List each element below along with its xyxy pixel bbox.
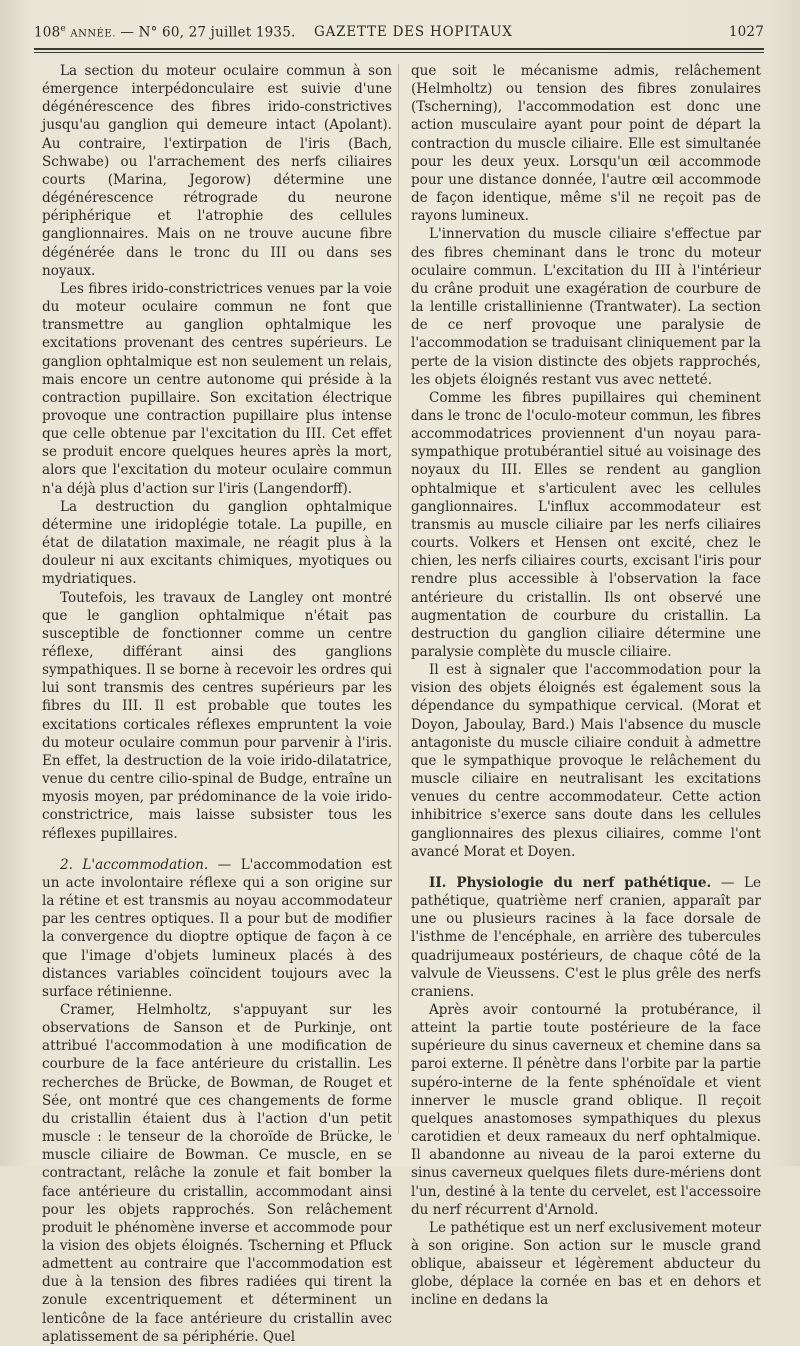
issue-info: 108e ANNÉE. — N° 60, 27 juillet 1935. [34,24,296,41]
paragraph: La destruction du ganglion ophtalmique détermine une iridoplégie totale. La pupille, en état de dilatation maximale, ne réagit plus à la douleur ni aux excitants chimiques, myotiques ou mydriatiques. [42,498,392,588]
journal-title: GAZETTE DES HOPITAUX [314,24,513,40]
paragraph: que soit le mécanisme admis, relâchement (Helmholtz) ou tension des fibres zonulaires (Tscherning), l'accommodation est donc une action musculaire ayant pour point de départ la contraction du muscle ciliaire. Elle est simultanée pour les deux yeux. Lorsqu'un œil accommode pour une distance donnée, l'autre œil accommode de façon identique, même s'il ne reçoit pas de rayons lumineux. [411,63,761,225]
section-heading: 2. L'accommodation. [60,856,209,873]
page-number: 1027 [728,24,764,40]
right-column [411,62,761,1310]
left-column [42,62,392,1346]
paragraph: Après avoir contourné la protubérance, il atteint la partie toute postérieure de la face supérieure du sinus caverneux et chemine dans sa paroi externe. Il pénètre dans l'orbite par la partie supéro-interne de la fente sphénoïdale et vient innerver le muscle grand oblique. Il reçoit quelques anastomoses sympathiques du plexus carotidien et deux rameaux du nerf ophtalmique. Il abandonne au niveau de la paroi externe du sinus caverneux quelques filets dure-mériens dont l'un, destiné à la tente du cervelet, est l'accessoire du nerf récurrent d'Arnold. [411,1001,761,1218]
paragraph: Les fibres irido-constrictrices venues par la voie du moteur oculaire commun ne font que transmettre au ganglion ophtalmique les excitations provenant des centres supérieurs. Le ganglion ophtalmique est non seulement un relais, mais encore un centre autonome qui préside à la contraction pupillaire. Son excitation électrique provoque une contraction pupillaire plus intense que celle obtenue par l'excitation du III. Cet effet se produit encore quelques heures après la mort, alors que l'excitation du moteur oculaire commun n'a déjà plus d'action sur l'iris (Langendorff). [42,280,392,497]
header-rule-thin [34,52,764,53]
running-header [34,24,764,46]
paragraph: L'innervation du muscle ciliaire s'effectue par des fibres cheminant dans le tronc du moteur oculaire commun. L'excitation du III à l'intérieur du crâne produit une exagération de courbure de la lentille cristallinienne (Trantwater). La section de ce nerf provoque une paralysie de l'accommodation se traduisant cliniquement par la perte de la vision distincte des objets rapprochés, les objets éloignés restant vus avec netteté. [411,226,761,388]
paragraph: La section du moteur oculaire commun à son émergence interpédonculaire est suivie d'une dégénérescence des fibres irido-constrictives jusqu'au ganglion qui demeure intact (Apolant). Au contraire, l'extirpation de l'iris (Bach, Schwabe) ou l'arrachement des nerfs ciliaires courts (Marina, Jegorow) détermine une dégénérescence rétrograde du neurone périphérique et l'atrophie des cellules ganglionnaires. Mais on ne trouve aucune fibre dégénérée dans le tronc du III ou dans ses noyaux. [42,63,392,279]
header-rule-thick [34,48,764,50]
paragraph: Il est à signaler que l'accommodation pour la vision des objets éloignés est également sous la dépendance du sympathique cervical. (Morat et Doyon, Jaboulay, Bard.) Mais l'absence du muscle antagoniste du muscle ciliaire conduit à admettre que le sympathique provoque le relâchement du muscle ciliaire en neutralisant les excitations venues du centre accommodateur. Cette action inhibitrice s'exerce sans doute dans les cellules ganglionnaires des plexus ciliaires, comme l'ont avancé Morat et Doyen. [411,662,761,860]
paragraph: Cramer, Helmholtz, s'appuyant sur les observations de Sanson et de Purkinje, ont attribué l'accommodation à une modification de courbure de la face antérieure du cristallin. Les recherches de Brücke, de Bowman, de Rouget et Sée, ont montré que ces changements de forme du cristallin étaient dus à l'action d'un petit muscle : le tenseur de la choroïde de Brücke, le muscle ciliaire de Bowman. Ce muscle, en se contractant, relâche la zonule et fait bomber la face antérieure du cristallin, accommodant ainsi pour les objets rapprochés. Son relâchement produit le phénomène inverse et accommode pour la vision des objets éloignés. Tscherning et Pfluck admettent au contraire que l'accommodation est due à la tension des fibres radiées qui tirent la zonule excentriquement et déterminent un lenticône de la face antérieure du cristallin avec aplatissement de sa périphérie. Quel [42,1001,392,1345]
section-paragraph: II. Physiologie du nerf pathétique. — Le pathétique, quatrième nerf cranien, apparaît par une ou plusieurs racines à la face dorsale de l'isthme de l'encéphale, en arrière des tubercules quadrijumeaux postérieurs, de chaque côté de la valvule de Vieussens. C'est le plus grêle des nerfs craniens. [411,874,761,1000]
paragraph: Le pathétique est un nerf exclusivement moteur à son origine. Son action sur le muscle grand oblique, abaisseur et légèrement abducteur du globe, déplace la cornée en bas et en dehors et incline en dedans la [411,1219,761,1309]
column-divider [398,64,399,1134]
paragraph: Comme les fibres pupillaires qui cheminent dans le tronc de l'oculo-moteur commun, les fibres accommodatrices proviennent d'un noyau para-sympathique protubérantiel situé au voisinage des noyaux du III. Elles se rendent au ganglion ophtalmique et s'articulent avec les cellules ganglionnaires. L'influx accommodateur est transmis au muscle ciliaire par les nerfs ciliaires courts. Volkers et Hensen ont excité, chez le chien, les nerfs ciliaires courts, excisant l'iris pour rendre plus accessible à l'observation la face antérieure du cristallin. Ils ont observé une augmentation de courbure du cristallin. La destruction du ganglion ciliaire détermine une paralysie complète du muscle ciliaire. [411,389,761,660]
section-paragraph: 2. L'accommodation. — L'accommodation est un acte involontaire réflexe qui a son origine sur la rétine et est transmis au noyau accommodateur par les centres optiques. Il a pour but de modifier la convergence du dioptre optique de façon à ce que l'image d'objets lumineux placés à des distances variables coïncident toujours avec la surface rétinienne. [42,856,392,1000]
section-heading: II. Physiologie du nerf pathétique. [429,874,712,891]
paragraph: Toutefois, les travaux de Langley ont montré que le ganglion ophtalmique n'était pas susceptible de fonctionner comme un centre réflexe, différant ainsi des ganglions sympathiques. Il se borne à recevoir les ordres qui lui sont transmis des centres supérieurs par les fibres du III. Il est probable que toutes les excitations corticales réflexes empruntent la voie du moteur oculaire commun pour parvenir à l'iris. En effet, la destruction de la voie irido-dilatatrice, venue du centre cilio-spinal de Budge, entraîne un myosis moyen, par prédominance de la voie irido-constrictrice, mais laisse subsister tous les réflexes pupillaires. [42,589,392,842]
